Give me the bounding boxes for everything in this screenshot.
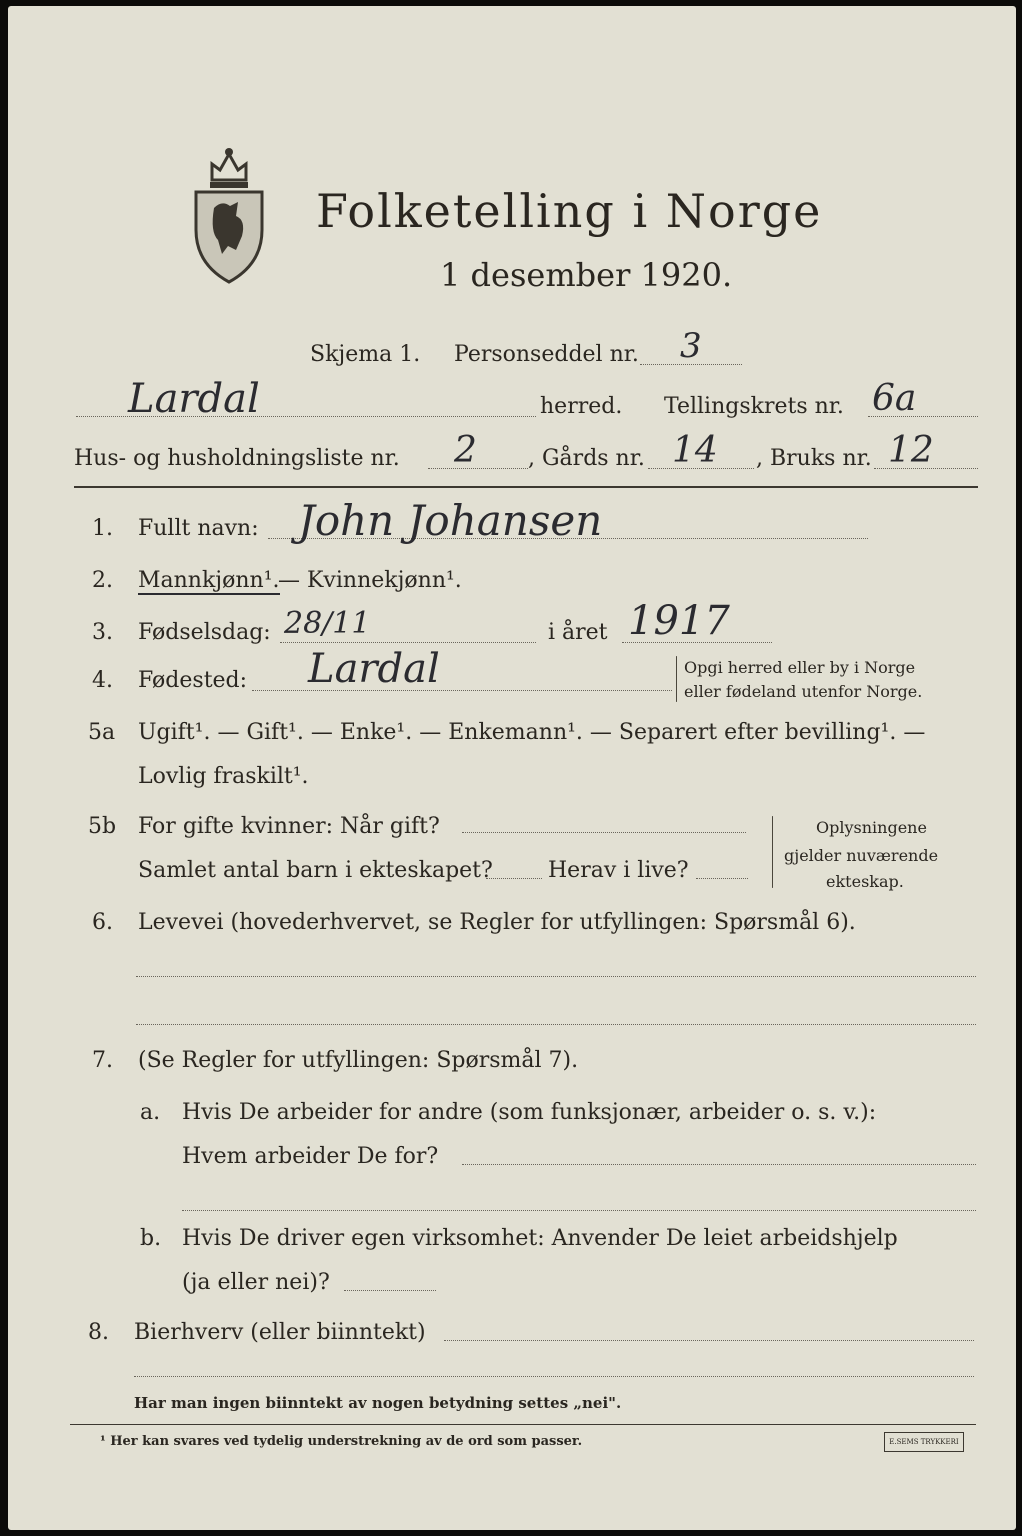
- header-divider: [74, 486, 978, 488]
- q6-line1: [136, 976, 976, 977]
- q5b-children-line: [486, 878, 542, 879]
- q7a-employer-line: [462, 1164, 976, 1165]
- census-form-page: [8, 6, 1016, 1530]
- q5b-alive-label: Herav i live?: [548, 858, 689, 883]
- q4-note-line1: Opgi herred eller by i Norge: [684, 658, 916, 677]
- q5b-note-line3: ekteskap.: [826, 872, 904, 891]
- husliste-label: Hus- og husholdningsliste nr.: [74, 446, 400, 471]
- tellingskrets-label: Tellingskrets nr.: [664, 394, 844, 419]
- q1-value[interactable]: John Johansen: [298, 496, 603, 545]
- q5b-note-line1: Oplysningene: [816, 818, 927, 837]
- q8-line: [444, 1340, 974, 1341]
- q7a-label: Hvis De arbeider for andre (som funksjonær, arbeider o. s. v.):: [182, 1100, 877, 1125]
- q3-year-label: i året: [548, 620, 608, 645]
- q8-line2: [134, 1376, 974, 1377]
- q3-label: Fødselsdag:: [138, 620, 271, 645]
- herred-value[interactable]: Lardal: [128, 376, 260, 422]
- bruks-value[interactable]: 12: [888, 430, 934, 471]
- personseddel-label: Personseddel nr.: [454, 342, 639, 367]
- q7b-letter: b.: [140, 1226, 162, 1251]
- q1-number: 1.: [92, 516, 113, 541]
- gards-label: , Gårds nr.: [528, 446, 645, 471]
- bruks-label: , Bruks nr.: [756, 446, 872, 471]
- q2-male-option[interactable]: Mannkjønn¹.: [138, 568, 280, 593]
- footer-divider: [70, 1424, 976, 1425]
- husliste-value[interactable]: 2: [454, 430, 477, 471]
- q7a-letter: a.: [140, 1100, 161, 1125]
- q5a-number: 5a: [88, 720, 116, 745]
- q5b-children-label: Samlet antal barn i ekteskapet?: [138, 858, 493, 883]
- q8-label: Bierhverv (eller biinntekt): [134, 1320, 426, 1345]
- coat-of-arms-icon: [188, 146, 270, 286]
- q5b-married-label: For gifte kvinner: Når gift?: [138, 814, 440, 839]
- q5a-options: Ugift¹. — Gift¹. — Enke¹. — Enkemann¹. — Separert efter bevilling¹. —: [138, 720, 926, 745]
- q1-label: Fullt navn:: [138, 516, 259, 541]
- footnote: ¹ Her kan svares ved tydelig understrekning av de ord som passer.: [100, 1434, 583, 1449]
- q5b-note-line2: gjelder nuværende: [784, 846, 939, 865]
- q8-number: 8.: [88, 1320, 109, 1345]
- q5b-alive-line: [696, 878, 748, 879]
- q4-note-line2: eller fødeland utenfor Norge.: [684, 682, 923, 701]
- q5b-number: 5b: [88, 814, 117, 839]
- q2-female-option: — Kvinnekjønn¹.: [278, 568, 462, 593]
- q6-label: Levevei (hovederhvervet, se Regler for utfyllingen: Spørsmål 6).: [138, 910, 856, 935]
- q7b-yesno-label: (ja eller nei)?: [182, 1270, 330, 1295]
- census-date: 1 desember 1920.: [440, 256, 733, 294]
- q7-number: 7.: [92, 1048, 113, 1073]
- gards-value[interactable]: 14: [672, 430, 718, 471]
- q5a-options-cont: Lovlig fraskilt¹.: [138, 764, 309, 789]
- personseddel-value[interactable]: 3: [680, 326, 702, 366]
- tellingskrets-value[interactable]: 6a: [872, 378, 917, 419]
- q3-number: 3.: [92, 620, 113, 645]
- printer-stamp: [884, 1432, 964, 1452]
- q7b-label: Hvis De driver egen virksomhet: Anvender De leiet arbeidshjelp: [182, 1226, 898, 1251]
- q2-number: 2.: [92, 568, 113, 593]
- q3-year-value[interactable]: 1917: [628, 598, 730, 644]
- husliste-line: [428, 468, 528, 469]
- herred-label: herred.: [540, 394, 623, 419]
- q7a-employer-label: Hvem arbeider De for?: [182, 1144, 439, 1169]
- printer-stamp-text: E.SEMS TRYKKERI: [889, 1438, 959, 1446]
- q6-line2: [136, 1024, 976, 1025]
- q7a-employer-line2: [182, 1210, 976, 1211]
- income-note: Har man ingen biinntekt av nogen betydning settes „nei".: [134, 1394, 622, 1412]
- q3-value[interactable]: 28/11: [284, 606, 371, 641]
- q5b-married-line: [462, 832, 746, 833]
- q3-line: [280, 642, 536, 643]
- q7b-yesno-line: [344, 1290, 436, 1291]
- q4-value[interactable]: Lardal: [308, 646, 440, 692]
- q5b-brace: [772, 816, 773, 888]
- q4-brace: [676, 656, 677, 702]
- q4-number: 4.: [92, 668, 113, 693]
- schema-label: Skjema 1.: [310, 342, 421, 367]
- q7-label: (Se Regler for utfyllingen: Spørsmål 7).: [138, 1048, 579, 1073]
- q6-number: 6.: [92, 910, 113, 935]
- q4-label: Fødested:: [138, 668, 248, 693]
- form-title: Folketelling i Norge: [316, 184, 823, 238]
